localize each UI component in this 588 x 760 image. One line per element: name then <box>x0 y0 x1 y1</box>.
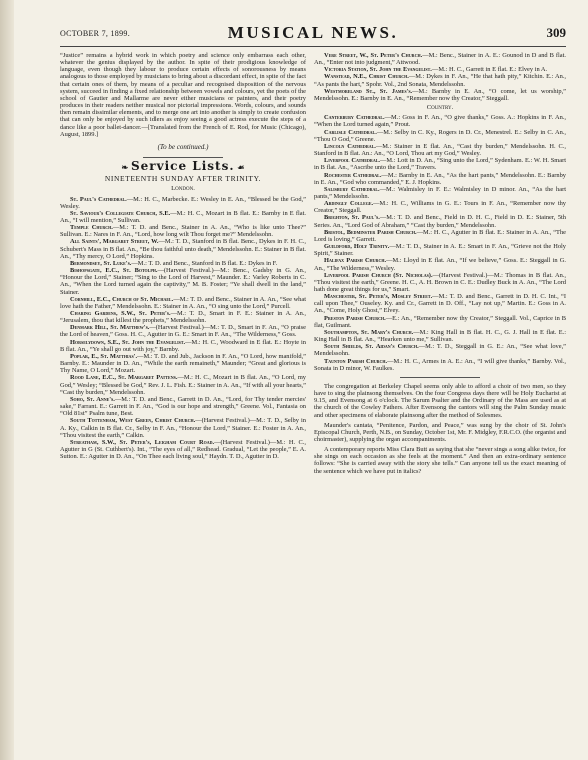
service-text: —M.: Benc., Stainer in A. E.: Gounod in D and B flat. An., “Enter not into judgment,” Attwood. <box>314 52 566 67</box>
service-text: —M.: H. C., Williams in G. E.: Tours in F. An., “Remember now thy Creator,” Steggall. <box>314 200 567 215</box>
service-entry <box>314 52 566 66</box>
service-entry <box>314 293 566 314</box>
service-text: —M.: T. D. and Benc., Stainer in A. An., “See what love hath the Father,” Mendelssohn. E.: Stainer in A. An., “O sing unto the Lord,” Purcell. <box>60 295 306 310</box>
service-entry <box>314 200 566 214</box>
right-top-entries <box>314 52 566 102</box>
service-entry <box>60 396 306 417</box>
service-entry <box>314 186 566 200</box>
service-entry <box>60 210 306 224</box>
church-name: Vere Street, W., St. Peter's Church. <box>324 52 423 59</box>
service-text: —(Harvest Festival.)—M.: T. D., Selby in A. Ky., Calkin in B flat. Cr., Selby in F. An., “Honour the Lord,” Stainer. E.: Foster in A. An., “Thou visitest the earth,” Calkin. <box>60 417 306 439</box>
church-name: Temple Church. <box>70 224 113 232</box>
header-title: MUSICAL NEWS. <box>227 23 399 42</box>
service-entry <box>60 310 306 324</box>
ornament-right-icon: ☙ <box>234 162 245 173</box>
service-text: —M.: T. D. and Benc., Garrett in D. An., “Lord, for Thy tender mercies' sake,” Farrant. E.: Garrett in F. An., “God is our hope and strength,” Greene. Vol., Fantasia on “Old 81st” Psalm tune, Best. <box>60 395 306 418</box>
section-title-text: Service Lists. <box>131 159 235 174</box>
church-name: Liverpool Cathedral. <box>324 157 380 165</box>
service-entry <box>60 353 306 374</box>
church-name: Guildford, Holy Trinity. <box>324 243 390 251</box>
church-name: Charing Gardens, S.W., St. Peter's. <box>70 310 171 317</box>
service-entry <box>60 196 306 210</box>
country-entries-list <box>314 114 566 372</box>
service-entry <box>314 329 566 343</box>
service-entry <box>314 114 566 128</box>
service-entry <box>314 243 566 257</box>
service-entry <box>314 272 566 293</box>
church-name: All Saints', Margaret Street, W. <box>70 238 159 246</box>
news-paragraph-clara-butt: A contemporary reports Miss Clara Butt as saying that she “never sings a song alike twice, for she sings on each occasion as she feels at the moment.” And then an extra-ordinary sentence follows: “She is carried away with the story she tells.” Can anyone tell us the exact meaning of the sentence which we have put in italics? <box>314 446 566 475</box>
church-name: Horselydown, S.E., St. John the Evangelist. <box>70 338 186 346</box>
church-name: St. Saviour's Collegiate Church, S.E. <box>70 209 171 217</box>
service-entry <box>314 358 566 372</box>
service-entry <box>314 229 566 243</box>
service-entry <box>314 172 566 186</box>
service-entry <box>60 417 306 438</box>
service-entry <box>60 267 306 296</box>
left-entries-list <box>60 196 306 461</box>
church-name: Wanstead, N.E., Christ Church. <box>324 73 409 81</box>
service-entry <box>60 439 306 460</box>
church-name: Salisbury Cathedral. <box>324 185 380 193</box>
news-paragraph-maunder: Maunder's cantata, “Penitence, Pardon, and Peace,” was sung by the choir of St. John's Episcopal Church, Perth, N.B., on Sunday, October 1st, Mr. F. Midgley, F.R.C.O. (the organist and choirmaster), supplying the organ accompaniments. <box>314 421 566 443</box>
service-entry <box>314 257 566 271</box>
service-entry <box>60 324 306 338</box>
service-text: —M.: T. D. and Benc., Stanford in B flat. E.: Dykes in F. <box>131 259 278 267</box>
service-text: —M.: T. D. and Benc., Field in D. H. C., Field in D. E.: Stainer, 5th Series. An., “Lord God of Abraham,” “Cast thy burden,” Mendelssohn. <box>314 214 566 229</box>
service-text: —M.: Lloyd in E flat. An., “If we believe,” Goss. E.: Steggall in G. An., “The Wilderness,” Wesley. <box>314 257 566 272</box>
service-entry <box>60 296 306 310</box>
service-text: —M.: H. C., Mozart in B flat. An., “O Lord, my God,” Wesley; “Blessed be God,” Rev. J. L. Fish. E.: Stainer in A. An., “If with all your hearts,” “Cast thy burden,” Mendelssohn. <box>60 374 306 396</box>
service-text: —M.: Selby in C. Ky., Rogers in D. Cr., Menestrel. E.: Selby in C. An., “Thou O God,” Greene. <box>314 128 566 143</box>
service-text: —M.: T. D. and Benc., Stainer in A. An., “Who is like unto Thee?” Sullivan. E.: Nares in F. An., “Lord, how long wilt Thou forget me?” Mendelssohn. <box>60 224 306 239</box>
church-name: Canterbury Cathedral. <box>324 114 385 122</box>
church-name: Southampton, St. Mary's Church. <box>324 328 414 336</box>
church-name: South Shields, St. Aidan's Church. <box>324 343 419 351</box>
header-date: OCTOBER 7, 1899. <box>60 29 130 38</box>
service-entry <box>314 157 566 171</box>
page-number: 309 <box>546 25 566 40</box>
service-text: —M.: Barnby in E. An., “O come, let us worship,” Mendelssohn. E.: Barnby in E. An., “Remember now thy Creator,” Steggall. <box>314 87 567 102</box>
church-name: Streatham, S.W., St. Peter's, Leigham Court Road. <box>70 438 215 446</box>
header-rule <box>60 46 566 47</box>
church-name: Liverpool Parish Church (St. Nicholas). <box>324 271 433 279</box>
left-column <box>60 52 306 460</box>
church-name: South Tottenham, West Green, Christ Church. <box>70 417 196 425</box>
church-name: Ardingly College. <box>324 200 374 208</box>
page-edge <box>0 0 14 760</box>
service-entry <box>60 224 306 238</box>
church-name: Rochester Cathedral. <box>324 171 382 179</box>
service-text: —(Harvest Festival.)—M.: Benc., Gadsby in G. An., “Honour the Lord,” Stainer; “Sing to the Lord of Harvest,” Maunder. E.: Varley Roberts in C. An., “When the Lord turned again the captivity,” M. B. Foster; “Ye shall dwell in the land,” Stainer. <box>60 267 306 296</box>
church-name: Poplar, E., St. Matthias'. <box>70 352 138 360</box>
service-text: —(Harvest Festival.)—M.: H. C., Agutter in G (St. Cuthbert's). Int., “The eyes of all,” Redhead. Gradual, “Let the people,” E. A. Sutton. E.: Agutter in D. An., “On Thee each living soul,” Haydn. T. D., Agutter in D. <box>60 438 306 461</box>
church-name: Halifax Parish Church. <box>324 257 387 265</box>
service-text: —M.: T. D., Stainer in A. E.: Smart in F. An., “Grieve not the Holy Spirit,” Stainer. <box>314 243 567 258</box>
service-text: —M.: King Hall in B flat. H. C., G. J. Hall in E flat. E.: King Hall in B flat. An., “Hearken unto me,” Sullivan. <box>314 328 566 344</box>
service-entry <box>314 143 566 157</box>
service-text: —M.: H. C., Agutter in B flat. E.: Stainer in A. An., “The Lord is loving,” Garrett. <box>314 228 566 243</box>
service-entry <box>314 315 566 329</box>
service-entry <box>60 260 306 267</box>
service-text: —M.: T. D., Smart in F. E.: Stainer in A. An., “Jerusalem, thou that killest the prophets,” Mendelssohn. <box>60 310 306 325</box>
service-text: —M.: Barnby in E. An., “As the hart pants,” Mendelssohn. E.: Barnby in E. An., “God who commanded,” E. J. Hopkins. <box>314 171 566 186</box>
service-entry <box>60 238 306 259</box>
service-text: —M.: Stainer in E flat. An., “Cast thy burden,” Mendelssohn. H. C., Stanford in B flat. An.: An., “O Lord, Thou art my God,” Wesley. <box>314 142 566 158</box>
church-name: Victoria Station, St. John the Evangelist. <box>324 66 432 74</box>
service-text: —(Harvest Festival.)—M.: T. D., Smart in F. An., “O praise the Lord of heaven,” Goss. H. C., Agutter in G. E.: Smart in F. An., “The Wilderness,” Goss. <box>60 324 307 339</box>
church-name: Carlisle Cathedral. <box>324 128 377 136</box>
service-text: —E.: An., “Remember now thy Creator,” Steggall. Vol., Caprice in B flat, Guilmant. <box>314 314 566 329</box>
place-heading-london: London. <box>171 185 195 193</box>
church-name: Bristol, Bedminster Parish Church. <box>324 228 417 236</box>
service-entry <box>314 343 566 357</box>
church-name: Brighton, St. Paul's. <box>324 214 380 222</box>
service-text: —M.: Lott in D. An., “Sing unto the Lord,” Sydenham. E.: W. H. Smart in B flat. An., “Ascribe unto the Lord,” Travers. <box>314 157 566 172</box>
service-text: —M.: H. C., Armes in A. E.: An., “I will give thanks,” Barnby. Vol., Sonata in D minor, W. Faulkes. <box>314 357 566 372</box>
service-text: —M.: Dykes in F. An., “He that hath pity,” Kitchin. E.: An., “As pants the hart,” Spohr. Vol., 2nd Sonata, Mendelssohn. <box>314 73 566 88</box>
church-name: Bishopsgate, E.C., St. Botolph. <box>70 267 158 275</box>
ornament-left-icon: ❧ <box>121 162 131 173</box>
church-name: Cornhill, E.C., Church of St. Michael. <box>70 295 174 303</box>
church-name: Rood Lane, E.C., St. Margaret Pattens. <box>70 374 178 382</box>
church-name: Manchester, St. Peter's, Mosley Street. <box>324 293 433 301</box>
news-divider <box>400 377 480 378</box>
service-text: —M.: Walmisley in F. E.: Walmisley in D minor. An., “As the hart pants,” Mendelssohn. <box>314 185 566 200</box>
service-text: —M.: H. C., Garrett in E flat. E.: Elvey in A. <box>431 66 548 74</box>
church-name: St. Paul's Cathedral. <box>70 195 127 203</box>
section-divider <box>143 157 223 158</box>
service-entry <box>314 129 566 143</box>
service-text: —M.: T. D. and Benc., Garrett in D. H. C. Int., “I call upon Thee,” Ouseley. Ky. and Cr., Garrett in D. Off., “Lay not up,” Martin. E.: Goss in A. An., “Come, Holy Ghost,” Elvey. <box>314 293 566 315</box>
church-name: Denmark Hill, St. Matthew's. <box>70 324 150 332</box>
church-name: Bermondsey, St. Luke's. <box>70 259 132 267</box>
service-entry <box>314 73 566 87</box>
sunday-subhead: NINETEENTH SUNDAY AFTER TRINITY. <box>104 174 262 184</box>
service-entry <box>314 66 566 73</box>
church-name: Preston Parish Church. <box>324 314 386 322</box>
service-text: —M.: H. C., Marbecke. E.: Wesley in E. An., “Blessed be the God,” Wesley. <box>60 195 306 210</box>
page-header <box>60 22 566 44</box>
to-be-continued: (To be continued.) <box>157 142 209 151</box>
intro-paragraph: “Justice” remains a hybrid work in which poetry and science only embarrass each other, whatever the genius displayed by the author. In spite of their prodigious knowledge of language, even though they labour to produce certain effects of sonorousness by means analogous to those employed by musicians to bring about a discordant effect, in spite of the fact that certain ones of them, by means of a peculiar and recognised disposition of the nervous system, succeed in finding a fixed relationship between vowels and colours, yet the poets of the school of Gautier and Mallarme are never either musicians or painters, and their poetry produces in their readers neither musical nor pictorial impressions. Words, colours, and sounds then remain dissimilar elements, and to merge one art into another is simply to create confusion that can only be enjoyed by such idlers as enjoy seeing a good actress execute the steps of a dance like a poor ballet-dancer.—[Translated from the French of E. Rod, for Music (Chicago), August, 1899.] <box>60 52 306 138</box>
service-entry <box>314 88 566 102</box>
church-name: Lincoln Cathedral. <box>324 142 376 150</box>
service-text: —M.: T. D., Steggall in G. E.: An., “See what love,” Mendelssohn. <box>314 343 567 358</box>
right-column <box>314 52 566 475</box>
section-title <box>60 159 306 174</box>
service-entry <box>60 374 306 395</box>
church-name: Westmoreland St., St. James's. <box>324 87 413 95</box>
service-text: —M.: H. C., Mozart in B flat. E.: Barnby in E flat. An., “I will mention,” Sullivan. <box>60 209 306 224</box>
service-text: —(Harvest Festival.)—M.: Thomas in B flat. An., “Thou visitest the earth,” Greene. H. C., A. H. Brown in C. E.: Dudley Buck in A. An., “The Lord hath done great things for us,” Smart. <box>314 271 567 293</box>
service-text: —M.: H. C., Woodward in E flat. E.: Hoyte in B flat. An., “Ye shall go out with joy,” Barnby. <box>60 338 306 353</box>
church-name: Soho, St. Anne's. <box>70 395 115 403</box>
service-entry <box>314 214 566 228</box>
service-entry <box>60 339 306 353</box>
service-text: —M.: T. D., Stanford in B flat. Benc., Dykes in F. H. C., Schubert's Mass in B flat. An., “Be thou faithful unto death,” Mendelssohn. E.: Stainer in B flat. An., “Thy mercy, O Lord,” Hopkins. <box>60 238 306 260</box>
church-name: Taunton Parish Church. <box>324 357 388 365</box>
place-heading-country: Country. <box>426 104 454 112</box>
service-text: —M.: T. D. and Jub., Jackson in F. An., “O Lord, how manifold,” Barnby. E.: Maunder in D. An., “While the earth remaineth,” Maunder; “Great and glorious is Thy Name, O Lord,” Mozart. <box>60 352 306 375</box>
service-text: —M.: Goss in F. An., “O give thanks,” Goss. A.: Hopkins in F. An., “When the Lord turned again,” Prout. <box>314 114 566 129</box>
news-paragraph-berkeley: The congregation at Berkeley Chapel seems only able to afford a choir of two men, so they have to sing the plainsong themselves. On the four Congress days there will be Holy Eucharist at 9.15, and Evensong at 6 o'clock. The Sarum Psalter and the Ordinary of the Mass are used as at the church of the Cowley Fathers. After Evensong the cantors will sing the Palm Sunday music and other specimens of elaborate plainsong after the method of Solesmes. <box>314 382 566 419</box>
